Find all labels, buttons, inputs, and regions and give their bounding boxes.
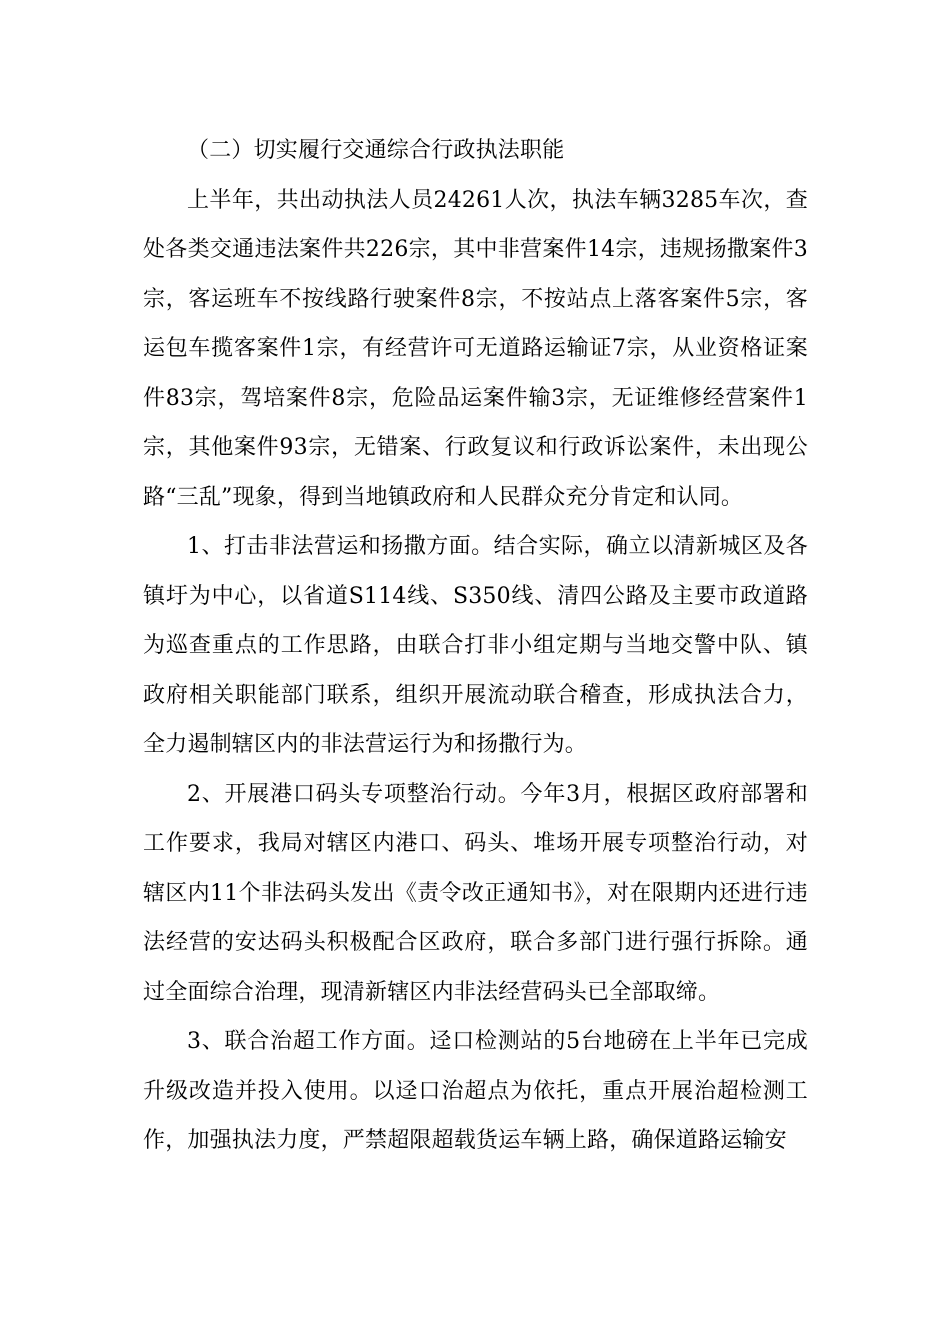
paragraph-illegal-operation: 1、打击非法营运和扬撒方面。结合实际，确立以清新城区及各镇圩为中心，以省道S114线、S350线、清四公路及主要市政道路为巡查重点的工作思路，由联合打非小组定期与当地交警中队、镇政府相关职能部门联系，组织开展流动联合稽查，形成执法合力，全力遏制辖区内的非法营运行为和扬撒行为。 bbox=[143, 534, 808, 757]
paragraph-summary: 上半年，共出动执法人员24261人次，执法车辆3285车次，查处各类交通违法案件共226宗，其中非营案件14宗，违规扬撒案件3宗，客运班车不按线路行驶案件8宗，不按站点上落客案件5宗，客运包车揽客案件1宗，有经营许可无道路运输证7宗，从业资格证案件83宗，驾培案件8宗，危险品运案件输3宗，无证维修经营案件1宗，其他案件93宗，无错案、行政复议和行政诉讼案件，未出现公路“三乱”现象，得到当地镇政府和人民群众充分肯定和认同。 bbox=[143, 187, 808, 510]
document-body bbox=[143, 126, 808, 1166]
section-heading: （二）切实履行交通综合行政执法职能 bbox=[187, 138, 565, 163]
paragraph-overload-control: 3、联合治超工作方面。迳口检测站的5台地磅在上半年已完成升级改造并投入使用。以迳口治超点为依托，重点开展治超检测工作，加强执法力度，严禁超限超载货运车辆上路，确保道路运输安 bbox=[143, 1029, 808, 1153]
paragraph-port-rectification: 2、开展港口码头专项整治行动。今年3月，根据区政府部署和工作要求，我局对辖区内港口、码头、堆场开展专项整治行动，对辖区内11个非法码头发出《责令改正通知书》，对在限期内还进行违法经营的安达码头积极配合区政府，联合多部门进行强行拆除。通过全面综合治理，现清新辖区内非法经营码头已全部取缔。 bbox=[143, 781, 808, 1005]
